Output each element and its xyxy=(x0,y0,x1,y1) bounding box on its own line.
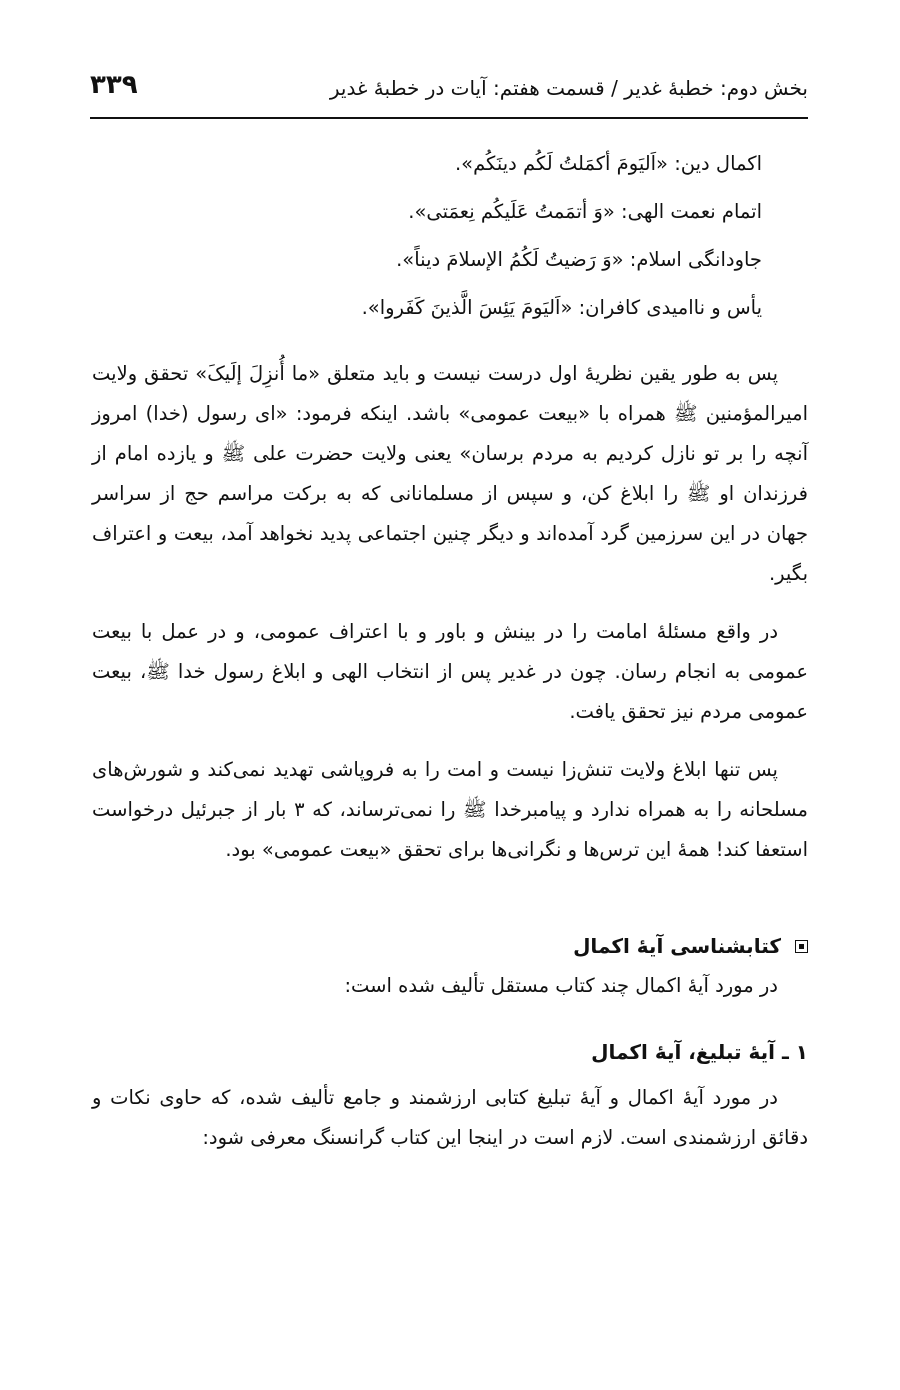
header-divider xyxy=(90,117,808,119)
body-paragraph: پس به طور یقین نظریهٔ اول درست نیست و باید متعلق «ما أُنزِلَ إلَیکَ» تحقق ولایت امیرالمؤمنین ﷺ همراه با «بیعت عمومی» باشد. اینکه فرمود: «ای رسول (خدا) امروز آنچه را بر تو نازل کردیم به مردم برسان» یعنی ولایت حضرت علی ﷺ و یازده امام از فرزندان او ﷺ را ابلاغ کن، و سپس از مسلمانانی که به برکت مراسم حج از سراسر جهان در این سرزمین گرد آمده‌اند و دیگر چنین اجتماعی پدید نخواهد آمد، بیعت و اعتراف بگیر. xyxy=(92,362,808,585)
page-content xyxy=(92,140,808,1178)
verse-item: جاودانگی اسلام: «وَ رَضیتُ لَکُمُ الإسلامَ دیناً». xyxy=(396,248,762,271)
section-heading xyxy=(92,926,808,966)
body-paragraph: در واقع مسئلهٔ امامت را در بینش و باور و با اعتراف عمومی، و در عمل با بیعت عمومی به انجام رسان. چون در غدیر پس از انتخاب الهی و ابلاغ رسول خدا ﷺ، بیعت عمومی مردم نیز تحقق یافت. xyxy=(92,620,808,723)
subsection-heading: ۱ ـ آیهٔ تبلیغ، آیهٔ اکمال xyxy=(591,1040,808,1064)
verse-item: اکمال دین: «اَلیَومَ أکمَلتُ لَکُم دینَکُم». xyxy=(454,152,762,175)
boxed-square-icon xyxy=(795,940,808,953)
page-number: ۳۳۹ xyxy=(90,70,138,100)
verse-item: اتمام نعمت الهی: «وَ أتمَمتُ عَلَیکُم نِعمَتی». xyxy=(408,200,762,223)
subsection-paragraph: در مورد آیهٔ اکمال و آیهٔ تبلیغ کتابی ارزشمند و جامع تألیف شده، که حاوی نکات و دقائق ارزشمندی است. لازم است در اینجا این کتاب گرانسنگ معرفی شود: xyxy=(92,1086,808,1149)
verse-list xyxy=(92,140,808,332)
section-heading-text: کتابشناسی آیهٔ اکمال xyxy=(573,934,781,958)
verse-item: یأس و ناامیدی کافران: «اَلیَومَ یَئِسَ الَّذینَ کَفَروا». xyxy=(361,296,762,319)
header-title: بخش دوم: خطبهٔ غدیر / قسمت هفتم: آیات در خطبهٔ غدیر xyxy=(329,76,808,100)
section-intro: در مورد آیهٔ اکمال چند کتاب مستقل تألیف شده است: xyxy=(344,974,778,997)
body-paragraph: پس تنها ابلاغ ولایت تنش‌زا نیست و امت را به فروپاشی تهدید نمی‌کند و شورش‌های مسلحانه را به همراه ندارد و پیامبرخدا ﷺ را نمی‌ترساند، که ۳ بار از جبرئیل درخواست استعفا کند! همهٔ این ترس‌ها و نگرانی‌ها برای تحقق «بیعت عمومی» بود. xyxy=(92,758,809,861)
running-header xyxy=(90,70,808,116)
